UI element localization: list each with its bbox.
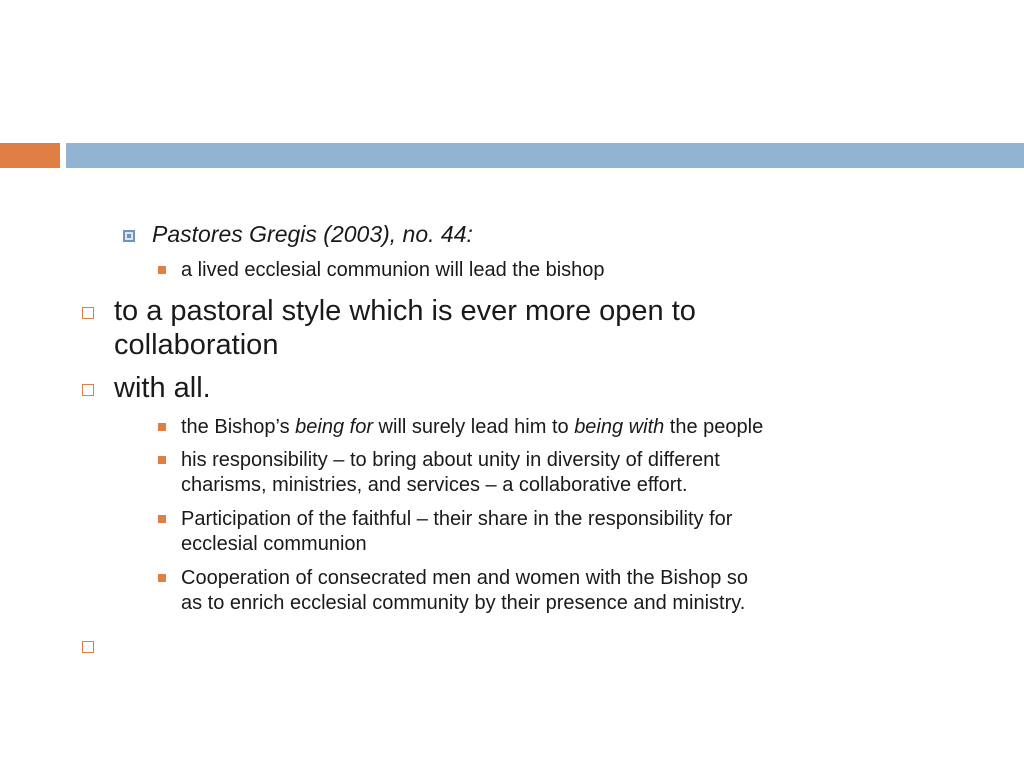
subpoint-being-for-italic-1: being for xyxy=(295,416,373,438)
reference-heading: Pastores Gregis (2003), no. 44: xyxy=(152,221,473,247)
main-point-2: with all. xyxy=(114,372,211,404)
subpoint-participation-line-2: ecclesial communion xyxy=(181,533,367,555)
square-bullet-icon xyxy=(158,515,166,523)
main-point-1-line-1: to a pastoral style which is ever more open to xyxy=(114,295,696,327)
subpoint-being-for-italic-2: being with xyxy=(574,416,665,438)
subpoint-responsibility-line-2: charisms, ministries, and services – a collaborative effort. xyxy=(181,474,688,496)
subpoint-responsibility-line-1: his responsibility – to bring about unity in diversity of different xyxy=(181,449,720,471)
subpoint-being-for xyxy=(181,415,763,439)
hollow-square-bullet-icon xyxy=(82,307,94,319)
subpoint-being-for-part-2: will surely lead him to xyxy=(373,416,575,438)
square-bullet-icon xyxy=(158,456,166,464)
subpoint-participation-line-1: Participation of the faithful – their share in the responsibility for xyxy=(181,508,733,530)
square-bullet-icon xyxy=(158,574,166,582)
subpoint-cooperation-line-2: as to enrich ecclesial community by their presence and ministry. xyxy=(181,592,746,614)
hollow-square-bullet-icon xyxy=(82,641,94,653)
hollow-square-bullet-icon xyxy=(82,384,94,396)
square-bullet-icon xyxy=(158,266,166,274)
subpoint-being-for-part-1: the Bishop’s xyxy=(181,416,296,438)
main-point-1-line-2: collaboration xyxy=(114,329,279,361)
box-bullet-icon xyxy=(123,230,135,242)
subpoint-being-for-part-3: the people xyxy=(664,416,764,438)
square-bullet-icon xyxy=(158,423,166,431)
subpoint-cooperation-line-1: Cooperation of consecrated men and women with the Bishop so xyxy=(181,567,749,589)
reference-subpoint: a lived ecclesial communion will lead the bishop xyxy=(181,259,605,281)
